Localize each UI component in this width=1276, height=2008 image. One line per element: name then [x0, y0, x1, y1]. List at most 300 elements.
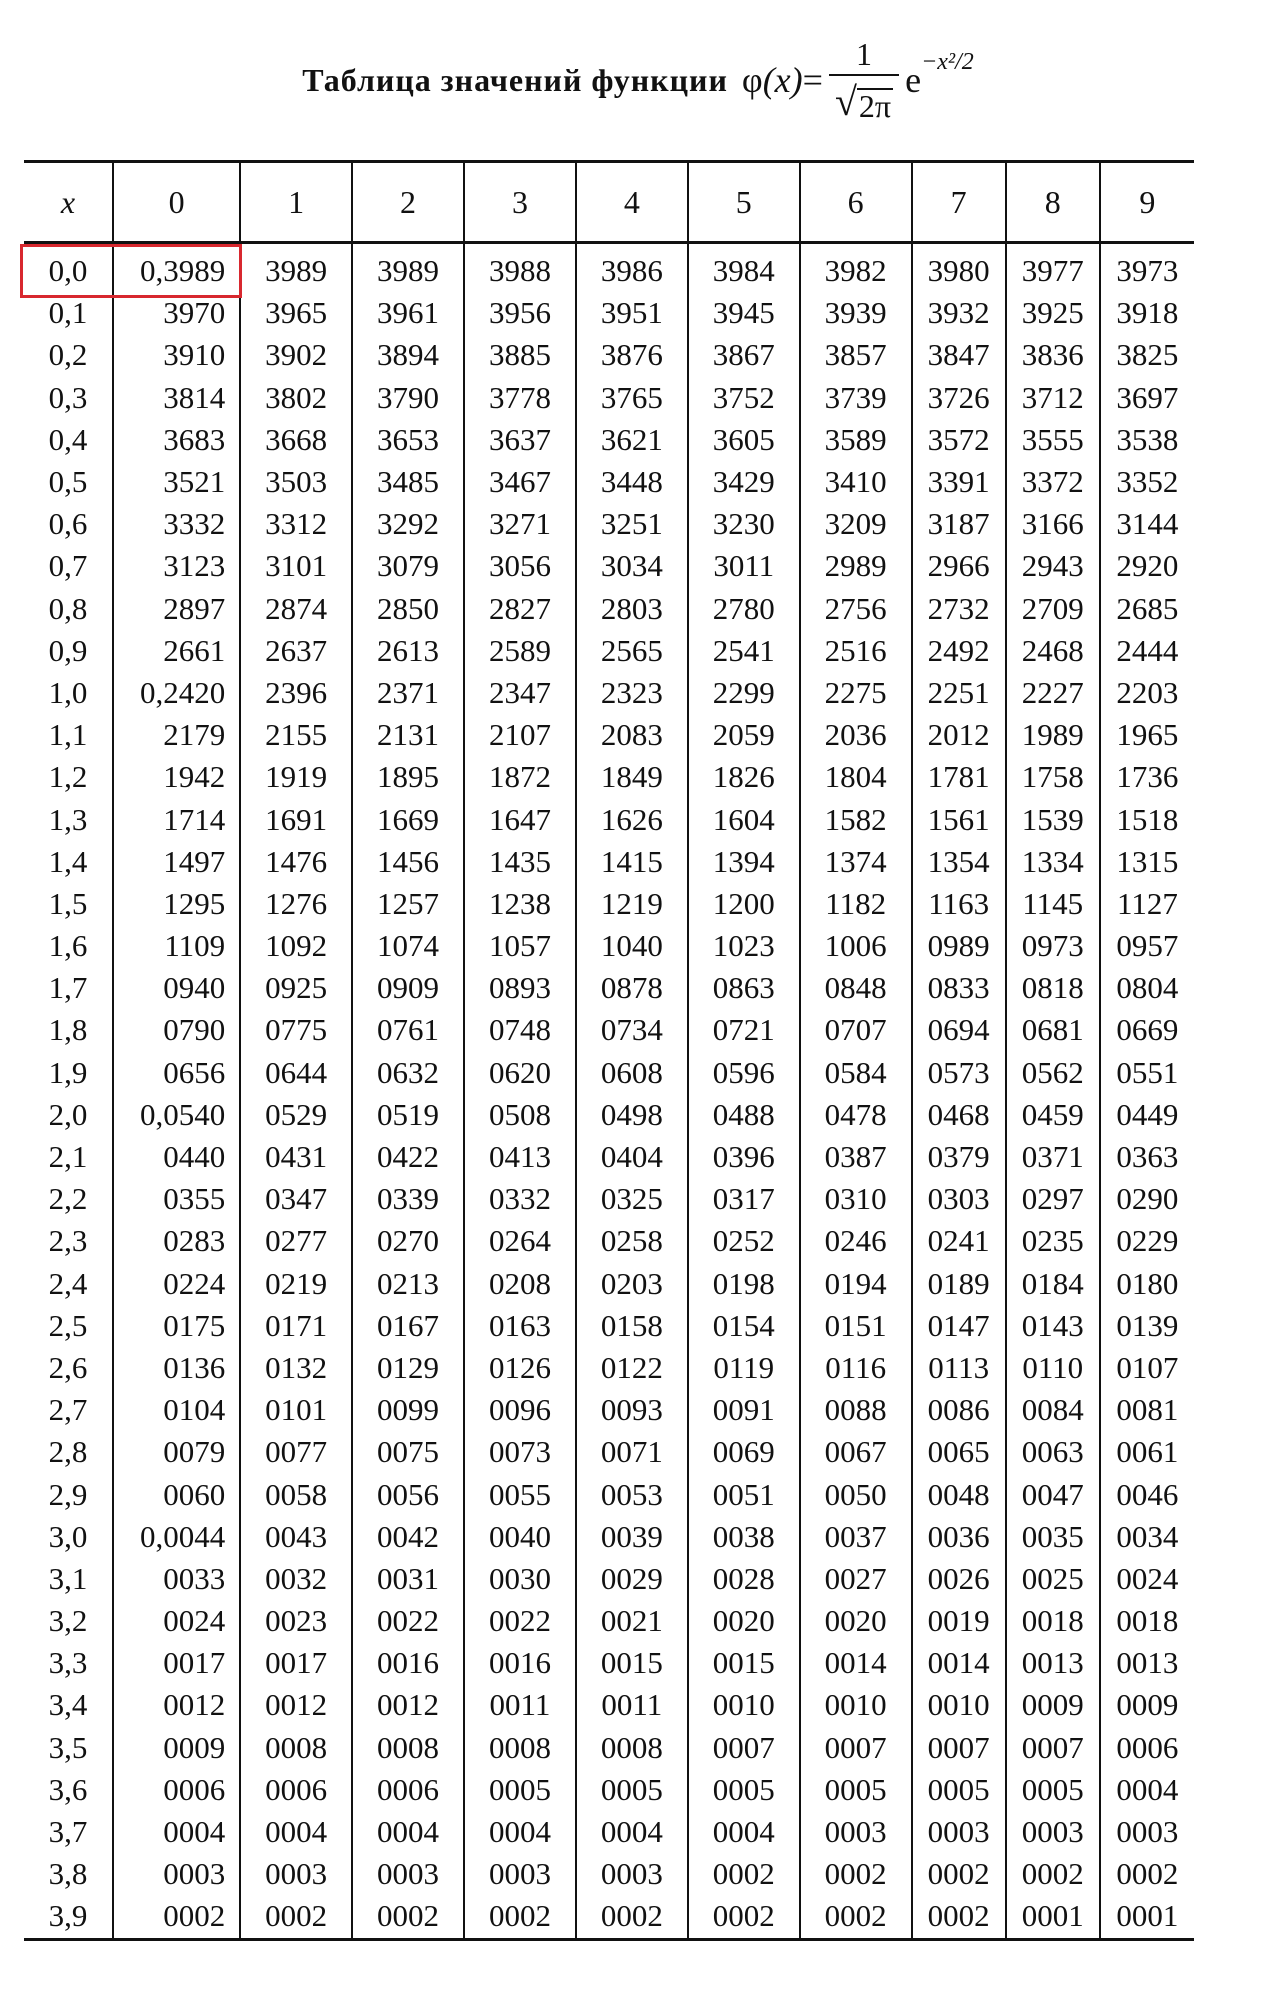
table-cell: 0047 [1006, 1473, 1100, 1515]
table-cell: 3056 [464, 545, 576, 587]
table-cell: 0003 [1100, 1811, 1194, 1853]
table-cell: 0632 [352, 1052, 464, 1094]
table-cell: 3857 [800, 334, 912, 376]
table-cell: 0005 [912, 1769, 1006, 1811]
table-cell: 0158 [576, 1305, 688, 1347]
table-cell: 0310 [800, 1178, 912, 1220]
table-cell: 1826 [688, 756, 800, 798]
row-x-value: 1,2 [48, 759, 88, 795]
table-cell: 0290 [1100, 1178, 1194, 1220]
table-cell: 0031 [352, 1558, 464, 1600]
table-cell: 3977 [1006, 243, 1100, 293]
table-cell: 0508 [464, 1094, 576, 1136]
table-cell: 0449 [1100, 1094, 1194, 1136]
table-cell: 0067 [800, 1431, 912, 1473]
row-x-value: 2,9 [48, 1476, 88, 1512]
table-cell: 0004 [576, 1811, 688, 1853]
table-cell: 1518 [1100, 798, 1194, 840]
table-cell: 2299 [688, 672, 800, 714]
row-x-value: 3,9 [24, 1895, 113, 1939]
table-cell: 0015 [576, 1642, 688, 1684]
table-cell: 2565 [576, 630, 688, 672]
table-row [24, 503, 1194, 545]
formula-arg: (x) [762, 60, 803, 100]
table-cell: 0022 [464, 1600, 576, 1642]
formula-numerator: 1 [856, 36, 873, 72]
table-cell: 0707 [800, 1009, 912, 1051]
table-cell: 3712 [1006, 377, 1100, 419]
table-cell: 0387 [800, 1136, 912, 1178]
table-row [24, 545, 1194, 587]
table-cell: 0036 [912, 1516, 1006, 1558]
row-x-value: 1,6 [48, 928, 88, 964]
table-cell: 2492 [912, 630, 1006, 672]
table-cell: 2227 [1006, 672, 1100, 714]
table-cell: 0056 [352, 1473, 464, 1515]
table-cell: 3429 [688, 461, 800, 503]
table-cell: 0020 [800, 1600, 912, 1642]
table-cell: 0061 [1100, 1431, 1194, 1473]
table-cell: 2732 [912, 588, 1006, 630]
table-cell: 0748 [464, 1009, 576, 1051]
table-cell: 1604 [688, 798, 800, 840]
table-cell: 2059 [688, 714, 800, 756]
table-cell: 1456 [352, 841, 464, 883]
table-cell: 0363 [1100, 1136, 1194, 1178]
table-cell: 1334 [1006, 841, 1100, 883]
formula-fraction [829, 38, 899, 122]
table-cell: 0213 [352, 1263, 464, 1305]
table-cell: 0694 [912, 1009, 1006, 1051]
table-cell: 2850 [352, 588, 464, 630]
table-cell: 0053 [576, 1473, 688, 1515]
table-cell: 0163 [464, 1305, 576, 1347]
row-x-value: 1,1 [48, 717, 88, 753]
row-x-value: 1,4 [48, 843, 88, 879]
table-cell: 0252 [688, 1220, 800, 1262]
row-x-value: 0,4 [48, 421, 88, 457]
table-cell: 3144 [1100, 503, 1194, 545]
table-cell: 0107 [1100, 1347, 1194, 1389]
table-row [24, 672, 1194, 714]
formula-phi: φ [741, 60, 763, 100]
table-cell: 0010 [912, 1684, 1006, 1726]
table-cell: 3187 [912, 503, 1006, 545]
table-cell: 0003 [464, 1853, 576, 1895]
table-cell: 0347 [240, 1178, 352, 1220]
table-cell: 3726 [912, 377, 1006, 419]
table-cell: 0224 [113, 1263, 240, 1305]
table-cell: 0079 [113, 1431, 240, 1473]
table-cell: 3825 [1100, 334, 1194, 376]
table-cell: 3668 [240, 419, 352, 461]
table-cell: 0025 [1006, 1558, 1100, 1600]
table-row [24, 798, 1194, 840]
table-cell: 1295 [113, 883, 240, 925]
table-cell: 3391 [912, 461, 1006, 503]
table-cell: 0006 [240, 1769, 352, 1811]
table-row [24, 292, 1194, 334]
table-cell: 1394 [688, 841, 800, 883]
table-cell: 3448 [576, 461, 688, 503]
table-cell: 0024 [1100, 1558, 1194, 1600]
table-row [24, 1431, 1194, 1473]
table-cell: 2083 [576, 714, 688, 756]
table-cell: 3982 [800, 243, 912, 293]
table-cell: 0017 [113, 1642, 240, 1684]
table-cell: 0081 [1100, 1389, 1194, 1431]
table-cell: 2827 [464, 588, 576, 630]
table-cell: 2251 [912, 672, 1006, 714]
table-cell: 0051 [688, 1473, 800, 1515]
row-x-value: 2,6 [48, 1349, 88, 1385]
table-cell: 0110 [1006, 1347, 1100, 1389]
table-cell: 3945 [688, 292, 800, 334]
table-cell: 0077 [240, 1431, 352, 1473]
row-x-value: 0,8 [48, 590, 88, 626]
table-cell: 0003 [800, 1811, 912, 1853]
table-cell: 0002 [912, 1853, 1006, 1895]
table-cell: 0246 [800, 1220, 912, 1262]
table-cell: 0018 [1100, 1600, 1194, 1642]
table-row [24, 1516, 1194, 1558]
table-cell: 0,3989 [113, 243, 240, 293]
table-body [24, 243, 1194, 1940]
table-cell: 3739 [800, 377, 912, 419]
table-cell: 0073 [464, 1431, 576, 1473]
table-cell: 1374 [800, 841, 912, 883]
table-cell: 0007 [912, 1727, 1006, 1769]
table-cell: 0024 [113, 1600, 240, 1642]
row-x-value: 2,5 [48, 1307, 88, 1343]
formula-equals: = [802, 60, 823, 100]
table-cell: 0909 [352, 967, 464, 1009]
table-cell: 0229 [1100, 1220, 1194, 1262]
table-cell: 3101 [240, 545, 352, 587]
row-x-value: 0,3 [48, 379, 88, 415]
table-cell: 0573 [912, 1052, 1006, 1094]
table-cell: 0957 [1100, 925, 1194, 967]
table-cell: 0925 [240, 967, 352, 1009]
table-cell: 0116 [800, 1347, 912, 1389]
table-cell: 2036 [800, 714, 912, 756]
table-cell: 1057 [464, 925, 576, 967]
table-cell: 0039 [576, 1516, 688, 1558]
table-cell: 0154 [688, 1305, 800, 1347]
table-cell: 1804 [800, 756, 912, 798]
table-row [24, 1769, 1194, 1811]
table-cell: 0277 [240, 1220, 352, 1262]
table-cell: 0620 [464, 1052, 576, 1094]
table-cell: 0355 [113, 1178, 240, 1220]
table-cell: 0122 [576, 1347, 688, 1389]
row-x-value: 3,8 [48, 1856, 88, 1892]
table-cell: 0027 [800, 1558, 912, 1600]
table-cell: 0,2420 [113, 672, 240, 714]
formula-exponent: −x²/2 [921, 48, 974, 75]
table-cell: 0478 [800, 1094, 912, 1136]
table-cell: 0264 [464, 1220, 576, 1262]
table-cell: 0011 [576, 1684, 688, 1726]
table-cell: 2516 [800, 630, 912, 672]
table-cell: 1647 [464, 798, 576, 840]
table-cell: 0048 [912, 1473, 1006, 1515]
table-cell: 0761 [352, 1009, 464, 1051]
table-cell: 3410 [800, 461, 912, 503]
table-cell: 0113 [912, 1347, 1006, 1389]
table-cell: 0413 [464, 1136, 576, 1178]
table-cell: 2012 [912, 714, 1006, 756]
table-cell: 2589 [464, 630, 576, 672]
table-cell: 3876 [576, 334, 688, 376]
table-cell: 0012 [240, 1684, 352, 1726]
table-cell: 0498 [576, 1094, 688, 1136]
table-cell: 1849 [576, 756, 688, 798]
table-cell: 0032 [240, 1558, 352, 1600]
table-cell: 0235 [1006, 1220, 1100, 1262]
table-cell: 0029 [576, 1558, 688, 1600]
formula [742, 38, 974, 122]
table-cell: 2323 [576, 672, 688, 714]
table-cell: 0184 [1006, 1263, 1100, 1305]
table-row [24, 883, 1194, 925]
table-cell: 0055 [464, 1473, 576, 1515]
table-cell: 0422 [352, 1136, 464, 1178]
table-cell: 3123 [113, 545, 240, 587]
row-x-value: 0,1 [48, 295, 88, 331]
table-cell: 0038 [688, 1516, 800, 1558]
table-cell: 3988 [464, 243, 576, 293]
table-cell: 1163 [912, 883, 1006, 925]
table-cell: 0040 [464, 1516, 576, 1558]
sqrt-icon: √ [834, 79, 857, 124]
table-cell: 0014 [800, 1642, 912, 1684]
table-row [24, 1600, 1194, 1642]
table-cell: 0006 [1100, 1727, 1194, 1769]
row-x-value: 3,4 [48, 1687, 88, 1723]
table-cell: 0007 [1006, 1727, 1100, 1769]
table-cell: 0008 [576, 1727, 688, 1769]
table-cell: 3894 [352, 334, 464, 376]
table-cell: 1919 [240, 756, 352, 798]
table-cell: 0167 [352, 1305, 464, 1347]
table-cell: 0008 [240, 1727, 352, 1769]
table-cell: 2874 [240, 588, 352, 630]
header-col-1: 1 [240, 162, 352, 243]
table-cell: 0775 [240, 1009, 352, 1051]
row-x-value: 3,5 [48, 1729, 88, 1765]
table-cell: 3980 [912, 243, 1006, 293]
table-cell: 1714 [113, 798, 240, 840]
table-cell: 0002 [800, 1853, 912, 1895]
row-x-value: 3,2 [48, 1603, 88, 1639]
table-cell: 3589 [800, 419, 912, 461]
table-cell: 0194 [800, 1263, 912, 1305]
table-cell: 0071 [576, 1431, 688, 1473]
table-cell: 0129 [352, 1347, 464, 1389]
table-cell: 0644 [240, 1052, 352, 1094]
table-cell: 0009 [1006, 1684, 1100, 1726]
table-cell: 3847 [912, 334, 1006, 376]
table-cell: 0101 [240, 1389, 352, 1431]
table-cell: 3918 [1100, 292, 1194, 334]
table-cell: 1023 [688, 925, 800, 967]
row-x-value: 2,0 [48, 1096, 88, 1132]
table-cell: 0241 [912, 1220, 1006, 1262]
table-cell: 1435 [464, 841, 576, 883]
row-x-value: 2,2 [48, 1181, 88, 1217]
row-x-value: 1,7 [48, 970, 88, 1006]
table-cell: 1182 [800, 883, 912, 925]
table-cell: 1942 [113, 756, 240, 798]
table-row [24, 588, 1194, 630]
table-cell: 3521 [113, 461, 240, 503]
table-cell: 2756 [800, 588, 912, 630]
table-cell: 3683 [113, 419, 240, 461]
table-cell: 3790 [352, 377, 464, 419]
table-cell: 0303 [912, 1178, 1006, 1220]
table-cell: 0018 [1006, 1600, 1100, 1642]
table-cell: 1626 [576, 798, 688, 840]
table-cell: 2966 [912, 545, 1006, 587]
table-cell: 0016 [352, 1642, 464, 1684]
table-cell: 2780 [688, 588, 800, 630]
table-cell: 3485 [352, 461, 464, 503]
table-row [24, 1178, 1194, 1220]
table-cell: 0037 [800, 1516, 912, 1558]
table-cell: 3271 [464, 503, 576, 545]
table-cell: 1497 [113, 841, 240, 883]
table-cell: 0003 [240, 1853, 352, 1895]
table-cell: 3951 [576, 292, 688, 334]
table-cell: 1238 [464, 883, 576, 925]
table-cell: 3697 [1100, 377, 1194, 419]
table-cell: 3312 [240, 503, 352, 545]
table-cell: 0043 [240, 1516, 352, 1558]
table-row [24, 925, 1194, 967]
table-cell: 0175 [113, 1305, 240, 1347]
table-cell: 3332 [113, 503, 240, 545]
table-cell: 0016 [464, 1642, 576, 1684]
table-cell: 3467 [464, 461, 576, 503]
table-cell: 0012 [113, 1684, 240, 1726]
table-cell: 3034 [576, 545, 688, 587]
table-cell: 2444 [1100, 630, 1194, 672]
row-x-value: 0,9 [48, 632, 88, 668]
row-x-value: 3,0 [48, 1518, 88, 1554]
table-cell: 0371 [1006, 1136, 1100, 1178]
table-cell: 0002 [1006, 1853, 1100, 1895]
table-cell: 0058 [240, 1473, 352, 1515]
table-row [24, 1263, 1194, 1305]
table-cell: 0050 [800, 1473, 912, 1515]
table-row [24, 1853, 1194, 1895]
table-cell: 0005 [464, 1769, 576, 1811]
header-col-5: 5 [688, 162, 800, 243]
table-cell: 0028 [688, 1558, 800, 1600]
table-cell: 3653 [352, 419, 464, 461]
header-col-7: 7 [912, 162, 1006, 243]
row-x-value: 1,0 [48, 674, 88, 710]
row-x-value: 2,4 [48, 1265, 88, 1301]
table-cell: 0013 [1006, 1642, 1100, 1684]
table-cell: 3605 [688, 419, 800, 461]
row-x-value: 3,1 [48, 1560, 88, 1596]
table-cell: 0656 [113, 1052, 240, 1094]
table-row [24, 1009, 1194, 1051]
table-row [24, 1305, 1194, 1347]
table-cell: 0734 [576, 1009, 688, 1051]
table-cell: 2371 [352, 672, 464, 714]
table-cell: 1669 [352, 798, 464, 840]
table-cell: 2155 [240, 714, 352, 756]
table-cell: 0063 [1006, 1431, 1100, 1473]
table-cell: 0006 [113, 1769, 240, 1811]
row-x-value: 0,5 [48, 464, 88, 500]
table-cell: 0004 [352, 1811, 464, 1853]
table-cell: 0003 [113, 1853, 240, 1895]
table-cell: 0459 [1006, 1094, 1100, 1136]
row-x-value: 0,0 [48, 253, 88, 289]
table-cell: 0608 [576, 1052, 688, 1094]
table-cell: 1200 [688, 883, 800, 925]
table-cell: 1109 [113, 925, 240, 967]
table-cell: 0005 [576, 1769, 688, 1811]
table-cell: 0848 [800, 967, 912, 1009]
row-x-value: 0,6 [48, 506, 88, 542]
header-col-2: 2 [352, 162, 464, 243]
table-cell: 2396 [240, 672, 352, 714]
table-cell: 0208 [464, 1263, 576, 1305]
table-cell: 0790 [113, 1009, 240, 1051]
table-cell: 0012 [352, 1684, 464, 1726]
table-cell: 0015 [688, 1642, 800, 1684]
table-cell: 0833 [912, 967, 1006, 1009]
table-cell: 0099 [352, 1389, 464, 1431]
table-cell: 1781 [912, 756, 1006, 798]
table-cell: 0,0540 [113, 1094, 240, 1136]
table-cell: 2347 [464, 672, 576, 714]
table-cell: 0035 [1006, 1516, 1100, 1558]
table-cell: 2803 [576, 588, 688, 630]
table-cell: 0104 [113, 1389, 240, 1431]
table-cell: 0,0044 [113, 1516, 240, 1558]
table-row [24, 1895, 1194, 1939]
table-cell: 1758 [1006, 756, 1100, 798]
table-cell: 3989 [352, 243, 464, 293]
table-cell: 2637 [240, 630, 352, 672]
table-cell: 0001 [1100, 1895, 1194, 1939]
table-row [24, 1220, 1194, 1262]
table-cell: 3752 [688, 377, 800, 419]
table-cell: 3209 [800, 503, 912, 545]
table-row [24, 1389, 1194, 1431]
table-cell: 0804 [1100, 967, 1194, 1009]
table-cell: 0180 [1100, 1263, 1194, 1305]
row-x-value: 3,6 [48, 1771, 88, 1807]
table-cell: 0126 [464, 1347, 576, 1389]
table-cell: 3011 [688, 545, 800, 587]
table-cell: 2468 [1006, 630, 1100, 672]
table-cell: 0143 [1006, 1305, 1100, 1347]
table-cell: 2613 [352, 630, 464, 672]
table-cell: 1582 [800, 798, 912, 840]
table-cell: 3925 [1006, 292, 1100, 334]
table-cell: 0002 [352, 1895, 464, 1939]
table-cell: 0093 [576, 1389, 688, 1431]
table-cell: 0002 [113, 1895, 240, 1939]
table-cell: 3814 [113, 377, 240, 419]
